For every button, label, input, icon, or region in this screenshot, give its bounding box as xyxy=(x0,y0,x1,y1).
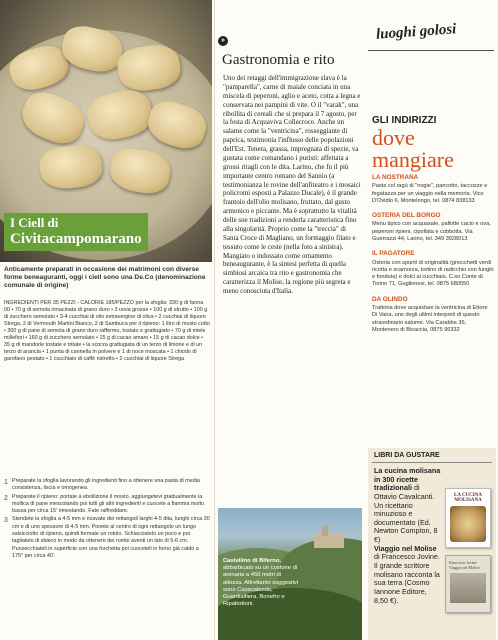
restaurant-name: DA OLINDO xyxy=(372,295,408,303)
recipe-intro: Anticamente preparati in occasione dei matrimoni con diverse forme beneaguranti, oggi i ciell sono una De.Co (denominazione comunale di origine) xyxy=(4,266,206,289)
books-heading: LIBRI DA GUSTARE xyxy=(374,452,440,459)
heading-line1: dove xyxy=(372,125,415,150)
caption-text: abbarbicato su un costone di arenaria a 450 metri di altezza. Altrettanto suggestivi sono Casacalenda, Guardialfiera, Bonefro e Ripabottoni. xyxy=(223,565,299,608)
caption-title: Castellino di Biferno, xyxy=(223,558,281,564)
recipe-title-line2: Civitacampomarano xyxy=(10,231,142,247)
book1-title: La cucina molisana in 300 ricette tradizionali xyxy=(374,466,441,493)
arrow-icon: » xyxy=(218,36,228,46)
recipe-step xyxy=(4,516,210,560)
restaurant-name: LA NOSTRANA xyxy=(372,174,419,181)
restaurant-item xyxy=(372,250,494,288)
books-rule xyxy=(372,462,492,463)
heading-line2: mangiare xyxy=(372,147,454,172)
section-rule xyxy=(368,50,494,51)
restaurant-item xyxy=(372,174,494,205)
article-body: Uno dei retaggi dell'immigrazione slava è la "pamparella", carne di maiale conciata in una miscela di peperoni, aglio e aceto, cotta a legna e conservata nei pampini di vite. O il "varak", una ribollita di cereali che si prepara il 7 agosto, per la festa di Acquaviva Collecroce. Anche un salame come la "ventricina", rosseggiante di paprica, testimonia l'influsso delle popolazioni dell'Est. Tenera, grassa, impregnata di spezie, va gustata come comandano i puristi: affettata a grossi ritagli con le dita. Larino, che fu il più importante centro romano del Sannio (a testimonianza le rovine dell'anfiteatro e i mosaici policromi esposti a Palazzo Ducale), è il grande frantoio dell'olio molisano, fruttato, dal gusto armonico e piccante. Ma è soprattutto la vitalità delle sue tradizioni a renderla caratteristica fino alla singolarità. Proprio come la "treccia" di Santa Croce di Magliano, un formaggio filato e tessuto come le ceste (nella foto a sinistra). Mangiato o indossato come ornamento beneaugurante, è la sintesi perfetta di quella simbiosi arcaica tra rito e gastronomia che caratterizza il Molise, la regione più segreta e meno conosciuta d'Italia. xyxy=(223,74,361,295)
restaurant-description: Osteria con spunti di originalità (gnocchetti verdi ricotta e scamorza, tortino di radicchio con funghi e fonduta) e dolci al cucchiaio. C.so Conte di Torino 71, Guglionesi, tel. 0875 680550 xyxy=(372,259,494,288)
step-number: 1 xyxy=(4,479,8,486)
book2-title: Viaggio nel Molise xyxy=(374,543,437,553)
book1-description: di Ottavio Cavalcanti. Un ricettario minuzioso e documentato (Ed. Newton Compton, 8 €) xyxy=(374,483,438,545)
column-divider xyxy=(214,0,215,640)
step-number: 2 xyxy=(4,494,8,502)
food-photo xyxy=(0,0,212,262)
book1-cover-image xyxy=(450,506,486,542)
step-text: Preparate il ripieno: portate a ebollizione il mosto, aggiungetevi gradualmente la mollica di pane mescolando poi tutti gli altri ingredienti e cuocete a fiamma molto bassa per circa 15' rimestando. Fate raffreddare. xyxy=(12,493,205,515)
section-title: luoghi golosi xyxy=(375,21,457,43)
village-buildings xyxy=(314,534,344,548)
tower-shape xyxy=(322,526,328,536)
book2-cover-image xyxy=(450,573,486,603)
book2-cover-title: Francesco Jovine Viaggio nel Molise xyxy=(449,560,480,570)
restaurant-name: OSTERIA DEL BORGO xyxy=(372,212,441,220)
restaurant-item xyxy=(372,296,494,334)
restaurant-description: Trattoria dove acquistare la ventricina di Ettore Di Vaira, uno degli ultimi interpreti di questo straordinario salume. Via Carabba 36, Montenero di Bisaccia, 0875 96332 xyxy=(372,304,488,333)
recipe-step xyxy=(4,494,210,516)
restaurant-name: IL PAGATORE xyxy=(372,250,415,258)
recipe-ingredients: INGREDIENTI PER 35 PEZZI - CALORIE 185/PEZZO per la sfoglia: 330 g di farina 00 • 70 g di semola rimacinata di grano duro • 3 uova grosse • 100 g di strutto • 100 g di zucchero semolato • 3-4 cucchiai di olio extravergine di oliva • 2 cucchiai di liquore Strega, 2 di Vermouth Martini Bianco, 2 di Sambuca per il ripieno: 1 litro di mosto cotto • 300 g di pane di semola di grano duro raffermo, tostato e grattugiato • 70 g di miele millefiori • 160 g di zucchero semolato • 15 g di cacao amaro • 15 g di cacao dolce • 35 g di mandorle tostate e tritate • la scorza grattugiata di un terzo di limone e di un terzo di arancia • 1 punta di cannella in polvere e 1 di noce moscata • 1 chiodo di garofano pestato • 1 cucchiaio di caffè ristretto • 2 cucchiai di liquore Strega xyxy=(4,300,210,363)
recipe-title-line1: I Ciell di xyxy=(10,215,59,230)
book2-description: di Francesco Jovine. Il grande scrittore molisano racconta la sua terra (Cosmo Iannone Editore, 8,50 €). xyxy=(374,552,440,605)
photo-caption xyxy=(223,558,301,609)
recipe-step xyxy=(4,478,210,493)
restaurant-list xyxy=(372,174,494,341)
restaurant-item xyxy=(372,212,494,243)
article-title: Gastronomia e rito xyxy=(222,52,335,68)
step-number: 3 xyxy=(4,517,8,525)
restaurant-description: Menu tipico con acquasale, pallotte cacio e ova, peperoni ripieni, cipollata e cobbotta. Via Guerrazzi 44, Larino, tel. 349 3928013 xyxy=(372,221,491,242)
book2-cover xyxy=(445,555,491,613)
step-text: Preparate la sfoglia lavorando gli ingredienti fino a ottenere una pasta di media consistenza, liscia e omogenea. xyxy=(12,478,200,492)
recipe-steps xyxy=(4,478,210,561)
books-text xyxy=(374,467,442,605)
book1-cover xyxy=(445,488,491,548)
recipe-title-label xyxy=(4,213,148,251)
book1-cover-title: LA CUCINA MOLISANA xyxy=(454,493,482,503)
where-to-eat-heading xyxy=(372,127,454,171)
step-text: Stendete la sfoglia a 4-5 mm e ricavate dei rettangoli larghi 4-5 dita, lunghi circa 30 cm e di uno spessore di 4-5 mm. Ponete al centro di ogni rettangolo un lungo salsicciotto di ripieno, quindi formate un rotolo. Schiacciatelo un poco e poi tagliatelo di sbieco in modo da ottenere dei rombi aventi un lato di 5-6 cm. Punzecchiateli in superficie con una forchetta poi cuoceteli in forno già caldo a 175° per circa 40'. xyxy=(12,516,210,559)
addresses-label: GLI INDIRIZZI xyxy=(372,115,437,126)
restaurant-description: Pasta col ragù di "nogie", pancotto, taccozze e fegatazza per un viaggio nella memoria. Vico D'Ovidio 6, Montelongo, tel. 0874 838133 xyxy=(372,183,488,204)
